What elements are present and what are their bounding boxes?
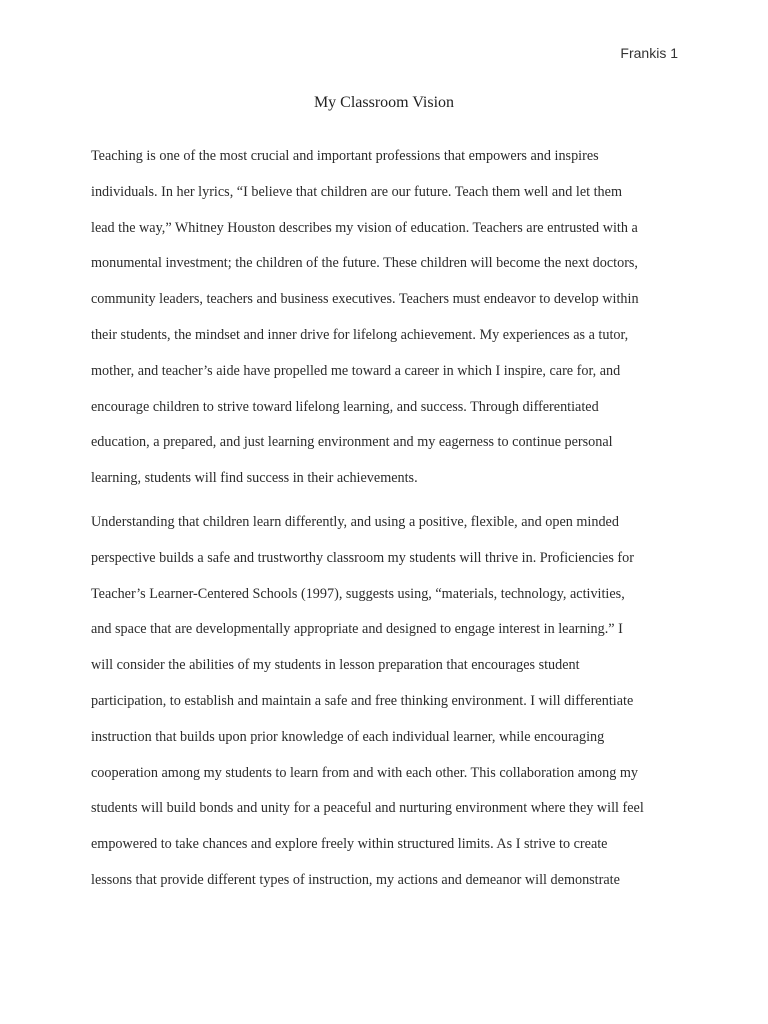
paragraph-line: perspective builds a safe and trustworthy classroom my students will thrive in. Proficiencies for: [91, 549, 634, 566]
paragraph-line: and space that are developmentally appropriate and designed to engage interest in learning.” I: [91, 621, 623, 638]
paragraph-line: individuals. In her lyrics, “I believe that children are our future. Teach them well and let them: [91, 183, 622, 200]
document-title: My Classroom Vision: [313, 94, 455, 111]
paragraph-line: monumental investment; the children of the future. These children will become the next doctors,: [91, 255, 638, 272]
paragraph-line: empowered to take chances and explore freely within structured limits. As I strive to create: [91, 836, 608, 853]
paragraph-line: lessons that provide different types of instruction, my actions and demeanor will demonstrate: [91, 872, 620, 888]
paragraph-line: education, a prepared, and just learning environment and my eagerness to continue personal: [91, 434, 613, 451]
paragraph-line: community leaders, teachers and business executives. Teachers must endeavor to develop within: [91, 291, 639, 308]
paragraph-line: mother, and teacher’s aide have propelled me toward a career in which I inspire, care for, and: [91, 362, 621, 379]
paragraph-line: participation, to establish and maintain a safe and free thinking environment. I will differentiate: [91, 693, 634, 709]
running-header: Frankis 1: [620, 45, 678, 61]
paragraph-line: their students, the mindset and inner drive for lifelong achievement. My experiences as a tutor,: [91, 327, 629, 343]
paragraph-line: Teaching is one of the most crucial and important professions that empowers and inspires: [91, 148, 599, 164]
paragraph-line: instruction that builds upon prior knowledge of each individual learner, while encouraging: [91, 728, 605, 745]
paragraph-line: will consider the abilities of my students in lesson preparation that encourages student: [91, 657, 580, 674]
paragraph-line: students will build bonds and unity for a peaceful and nurturing environment where they will feel: [91, 800, 644, 817]
paragraph-line: lead the way,” Whitney Houston describes my vision of education. Teachers are entrusted with a: [91, 219, 638, 236]
paragraph-line: Teacher’s Learner-Centered Schools (1997), suggests using, “materials, technology, activities,: [91, 585, 625, 602]
paragraph-line: Understanding that children learn differently, and using a positive, flexible, and open minded: [91, 514, 619, 530]
paragraph-line: encourage children to strive toward lifelong learning, and success. Through differentiated: [91, 398, 599, 415]
paragraph-line: cooperation among my students to learn from and with each other. This collaboration among my: [91, 764, 639, 781]
paragraph-line: learning, students will find success in their achievements.: [91, 470, 418, 487]
